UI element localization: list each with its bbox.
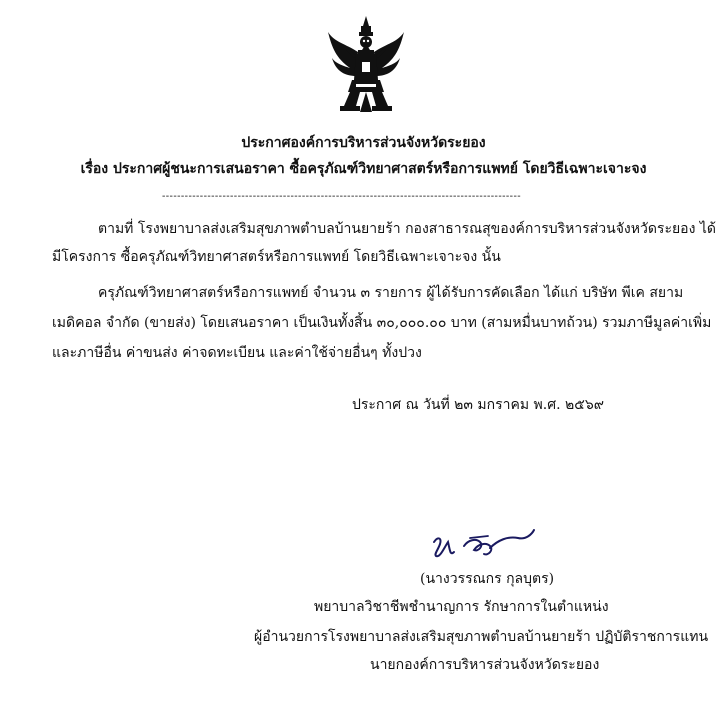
paragraph-1-line-1: ตามที่ โรงพยาบาลส่งเสริมสุขภาพตำบลบ้านยายร้า กองสาธารณสุของค์การบริหารส่วนจังหวัดระยอง ได้ (98, 221, 716, 237)
signatory-position-3: นายกองค์การบริหารส่วนจังหวัดระยอง (370, 657, 600, 673)
signatory-name: (นางวรรณกร กุลบุตร) (420, 571, 555, 587)
subject-line: เรื่อง ประกาศผู้ชนะการเสนอราคา ซื้อครุภัณฑ์วิทยาศาสตร์หรือการแพทย์ โดยวิธีเฉพาะเจาะจง (80, 161, 647, 177)
signatory-position-2: ผู้อำนวยการโรงพยาบาลส่งเสริมสุขภาพตำบลบ้านยายร้า ปฏิบัติราชการแทน (254, 629, 709, 645)
paragraph-2-line-2: เมดิคอล จำกัด (ขายส่ง) โดยเสนอราคา เป็นเงินทั้งสิ้น ๓๐,๐๐๐.๐๐ บาท (สามหมื่นบาทถ้วน) รวมภาษีมูลค่าเพิ่ม (52, 315, 712, 331)
paragraph-2-line-3: และภาษีอื่น ค่าขนส่ง ค่าจดทะเบียน และค่าใช้จ่ายอื่นๆ ทั้งปวง (52, 345, 422, 361)
garuda-emblem-icon (326, 14, 406, 116)
organization-title: ประกาศองค์การบริหารส่วนจังหวัดระยอง (241, 135, 486, 151)
divider: ----------------------------------------------------------------------------------------------- (162, 191, 521, 202)
paragraph-2-line-1: ครุภัณฑ์วิทยาศาสตร์หรือการแพทย์ จำนวน ๓ รายการ ผู้ได้รับการคัดเลือก ได้แก่ บริษัท พีเค สยาม (98, 285, 684, 301)
signatory-position-1: พยาบาลวิชาชีพชำนาญการ รักษาการในตำแหน่ง (314, 599, 609, 615)
handwritten-signature (428, 528, 538, 564)
announcement-date: ประกาศ ณ วันที่ ๒๓ มกราคม พ.ศ. ๒๕๖๙ (352, 397, 604, 413)
paragraph-1-line-2: มีโครงการ ซื้อครุภัณฑ์วิทยาศาสตร์หรือการแพทย์ โดยวิธีเฉพาะเจาะจง นั้น (52, 249, 501, 265)
